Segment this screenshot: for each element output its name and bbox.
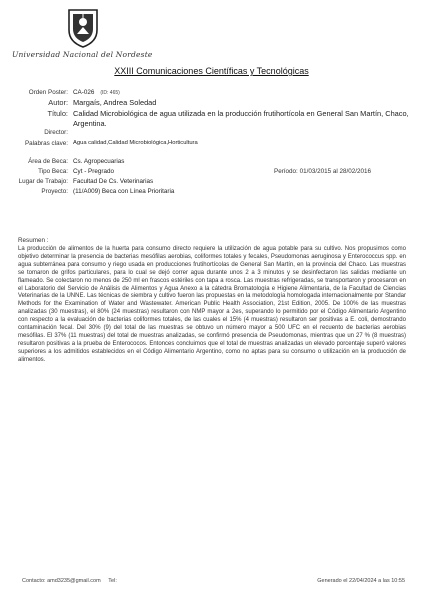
autor-value: Margaís, Andrea Soledad <box>73 98 157 107</box>
lugar-value: Facultad De Cs. Veterinarias <box>73 178 154 185</box>
autor-label: Autor: <box>48 98 68 107</box>
area-label: Área de Beca: <box>28 158 68 165</box>
lugar-label: Lugar de Trabajo: <box>18 178 68 185</box>
contact-tel: Tel: <box>108 578 117 584</box>
titulo-value: Calidad Microbiológica de agua utilizada en la producción frutihortícola en General San Martín, Chaco, Argentina. <box>73 109 409 128</box>
document-title: XXIII Comunicaciones Científicas y Tecnológicas <box>114 66 309 76</box>
tipo-value: Cyt - Pregrado <box>73 168 114 175</box>
footer-generated: Generado el 22/04/2024 a las 10:55 <box>317 578 405 584</box>
university-logo <box>12 8 152 66</box>
orden-poster-label: Orden Poster: <box>28 89 68 96</box>
palabras-label: Palabras clave: <box>24 140 68 147</box>
footer-contact <box>22 578 117 584</box>
periodo <box>274 168 371 175</box>
director-label: Director: <box>44 129 68 136</box>
orden-poster-value <box>73 89 120 96</box>
university-name: Universidad Nacional del Nordeste <box>12 50 153 59</box>
titulo-label: Título: <box>47 109 68 118</box>
contact-email: Contacto: amd3235@gmail.com <box>22 578 101 584</box>
palabras-value: Agua calidad,Calidad Microbiológica,Horticultura <box>73 140 198 146</box>
area-value: Cs. Agropecuarias <box>73 158 125 165</box>
tipo-label: Tipo Beca: <box>38 168 68 175</box>
resumen-label: Resumen : <box>18 237 49 244</box>
orden-poster-id: (ID: 465) <box>100 90 120 96</box>
proyecto-value: (11/A009) Beca con Línea Prioritaria <box>73 188 175 195</box>
orden-poster-code: CA-026 <box>73 89 95 96</box>
periodo-value: 01/03/2015 al 28/02/2016 <box>299 168 371 175</box>
proyecto-label: Proyecto: <box>41 188 68 195</box>
periodo-label: Período: <box>274 168 298 175</box>
university-seal-icon <box>66 8 100 48</box>
resumen-text: La producción de alimentos de la huerta para consumo directo requiere la utilización de agua potable para su cultivo. Nos propusimos como objetivo determinar la presencia de bacterias mesófilas aerobias, coliformes totales y fecales, Pseudomonas aeruginosa y Enterococcus spp. en agua subterránea para consumo y riego usada en producciones frutihortícolas de General San Martín, en la provincia del Chaco. Las muestras se tomaron de grifos particulares, para lo cual se dejó correr agua durante unos 2 a 3 minutos y se desinfectaron las salidas mediante un flameado. Se colectaron no menos de 250 ml en frascos estériles con tapa a rosca. Las muestras refrigeradas, se transportaron y procesaron en el Laboratorio del Servicio de Análisis de Alimentos y Agua Anexo a la cátedra Bromatología e Higiene Alimentaria, de la Facultad de Ciencias Veterinarias de la UNNE. Las técnicas de siembra y cultivo fueron las propuestas en la metodología homologada internacionalmente por Standar Methods for the Examination of Water and Wastewater. American Public Health Association, 21st Edition, 2005. De 100% de las muestras analizadas (30 muestras), el 80% (24 muestras) resultaron con NMP mayor a 2es, superando lo permitido por el Código Alimentario Argentino con respecto a la evaluación de bacterias coliformes totales, de las cuales el 15% (4 muestras) resultaron ser positivas a E. coli, demostrando contaminación fecal. Del 30% (9) del total de las muestras se obtuvo un número mayor a 500 UFC en el recuento de bacterias aerobias mesófilas. El 37% (11 muestras) del total de muestras analizadas, se confirmó presencia de Pseudomonas, mientras que un 27 % (8 muestras) resultaron positivas a la prueba de Enterococos. Entonces concluimos que el total de muestras analizadas un elevado porcentaje superó valores superiores a los admitidos establecidos en el Código Alimentario Argentino, como no aptas para su consumo o utilización en la producción de alimentos. <box>18 246 406 363</box>
